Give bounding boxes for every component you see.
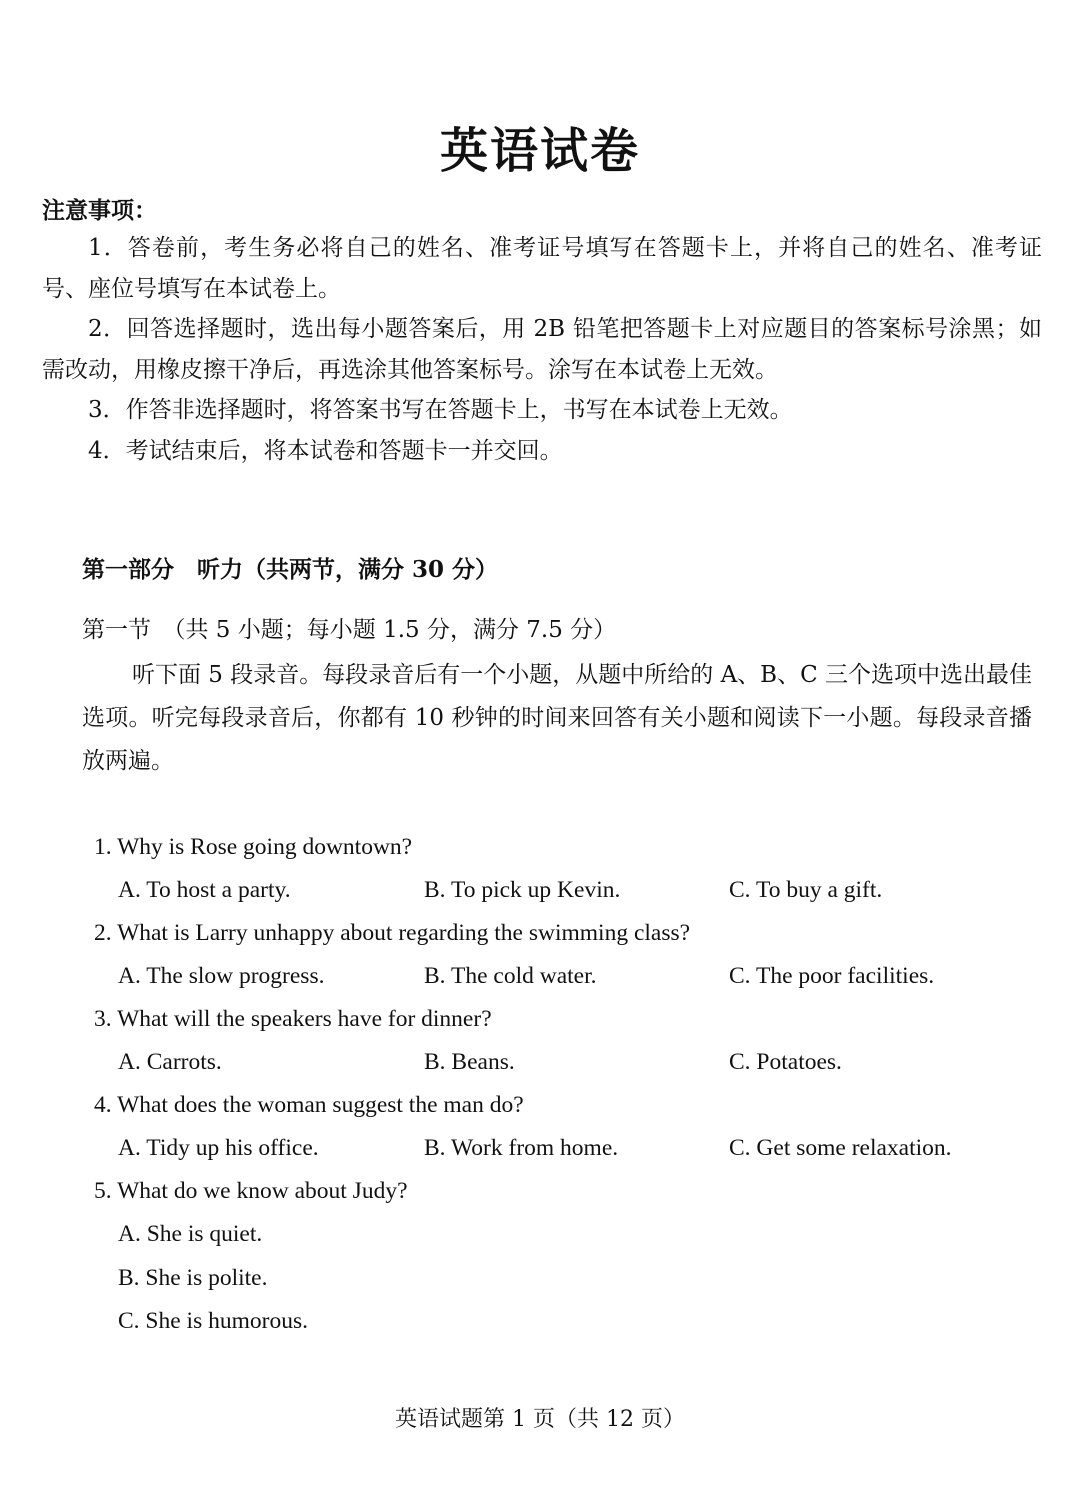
option-c: C. Potatoes.	[729, 1049, 842, 1075]
section-heading: 第一节 （共 5 小题；每小题 1.5 分，满分 7.5 分）	[82, 617, 617, 643]
option-b: B. The cold water.	[424, 963, 597, 989]
question-options	[118, 1041, 1054, 1084]
question-stem: 2. What is Larry unhappy about regarding the swimming class?	[94, 920, 691, 946]
question-stem: 5. What do we know about Judy?	[94, 1178, 408, 1204]
option-c: C. The poor facilities.	[729, 963, 935, 989]
question-stem: 4. What does the woman suggest the man do?	[94, 1092, 524, 1118]
option-a: A. The slow progress.	[118, 963, 325, 989]
option-a: A. Tidy up his office.	[118, 1135, 319, 1161]
option-c: C. She is humorous.	[118, 1308, 308, 1334]
notice-item: 2．回答选择题时，选出每小题答案后，用 2B 铅笔把答题卡上对应题目的答案标号涂黑；如需改动，用橡皮擦干净后，再选涂其他答案标号。涂写在本试卷上无效。	[42, 316, 1042, 383]
part-heading: 第一部分 听力（共两节，满分 30 分）	[82, 556, 499, 583]
option-c: C. Get some relaxation.	[729, 1135, 952, 1161]
notice-list	[42, 228, 1042, 471]
option-a: A. She is quiet.	[118, 1221, 263, 1247]
option-a: A. To host a party.	[118, 877, 291, 903]
option-b: B. Beans.	[424, 1049, 515, 1075]
question-stem: 1. Why is Rose going downtown?	[94, 834, 413, 860]
question-options	[118, 1127, 1054, 1170]
option-b: B. To pick up Kevin.	[424, 877, 621, 903]
page-title: 英语试卷	[439, 123, 640, 179]
question-options	[118, 869, 1054, 912]
page-footer: 英语试题第 1 页（共 12 页）	[395, 1407, 685, 1432]
option-b: B. She is polite.	[118, 1264, 268, 1291]
option-b: B. Work from home.	[424, 1135, 619, 1161]
notice-item: 4．考试结束后，将本试卷和答题卡一并交回。	[88, 437, 563, 464]
option-a: A. Carrots.	[118, 1049, 222, 1075]
notice-item: 1．答卷前，考生务必将自己的姓名、准考证号填写在答题卡上，并将自己的姓名、准考证号、座位号填写在本试卷上。	[42, 235, 1042, 302]
notice-heading: 注意事项：	[42, 197, 157, 224]
section-instruction: 听下面 5 段录音。每段录音后有一个小题，从题中所给的 A、B、C 三个选项中选出最佳选项。听完每段录音后，你都有 10 秒钟的时间来回答有关小题和阅读下一小题。每段录音播放两遍。	[82, 662, 1032, 774]
question-list	[94, 826, 1054, 1344]
question-options	[118, 955, 1054, 998]
question-stem: 3. What will the speakers have for dinner?	[94, 1006, 492, 1032]
notice-item: 3．作答非选择题时，将答案书写在答题卡上，书写在本试卷上无效。	[88, 397, 793, 423]
option-c: C. To buy a gift.	[729, 877, 883, 903]
